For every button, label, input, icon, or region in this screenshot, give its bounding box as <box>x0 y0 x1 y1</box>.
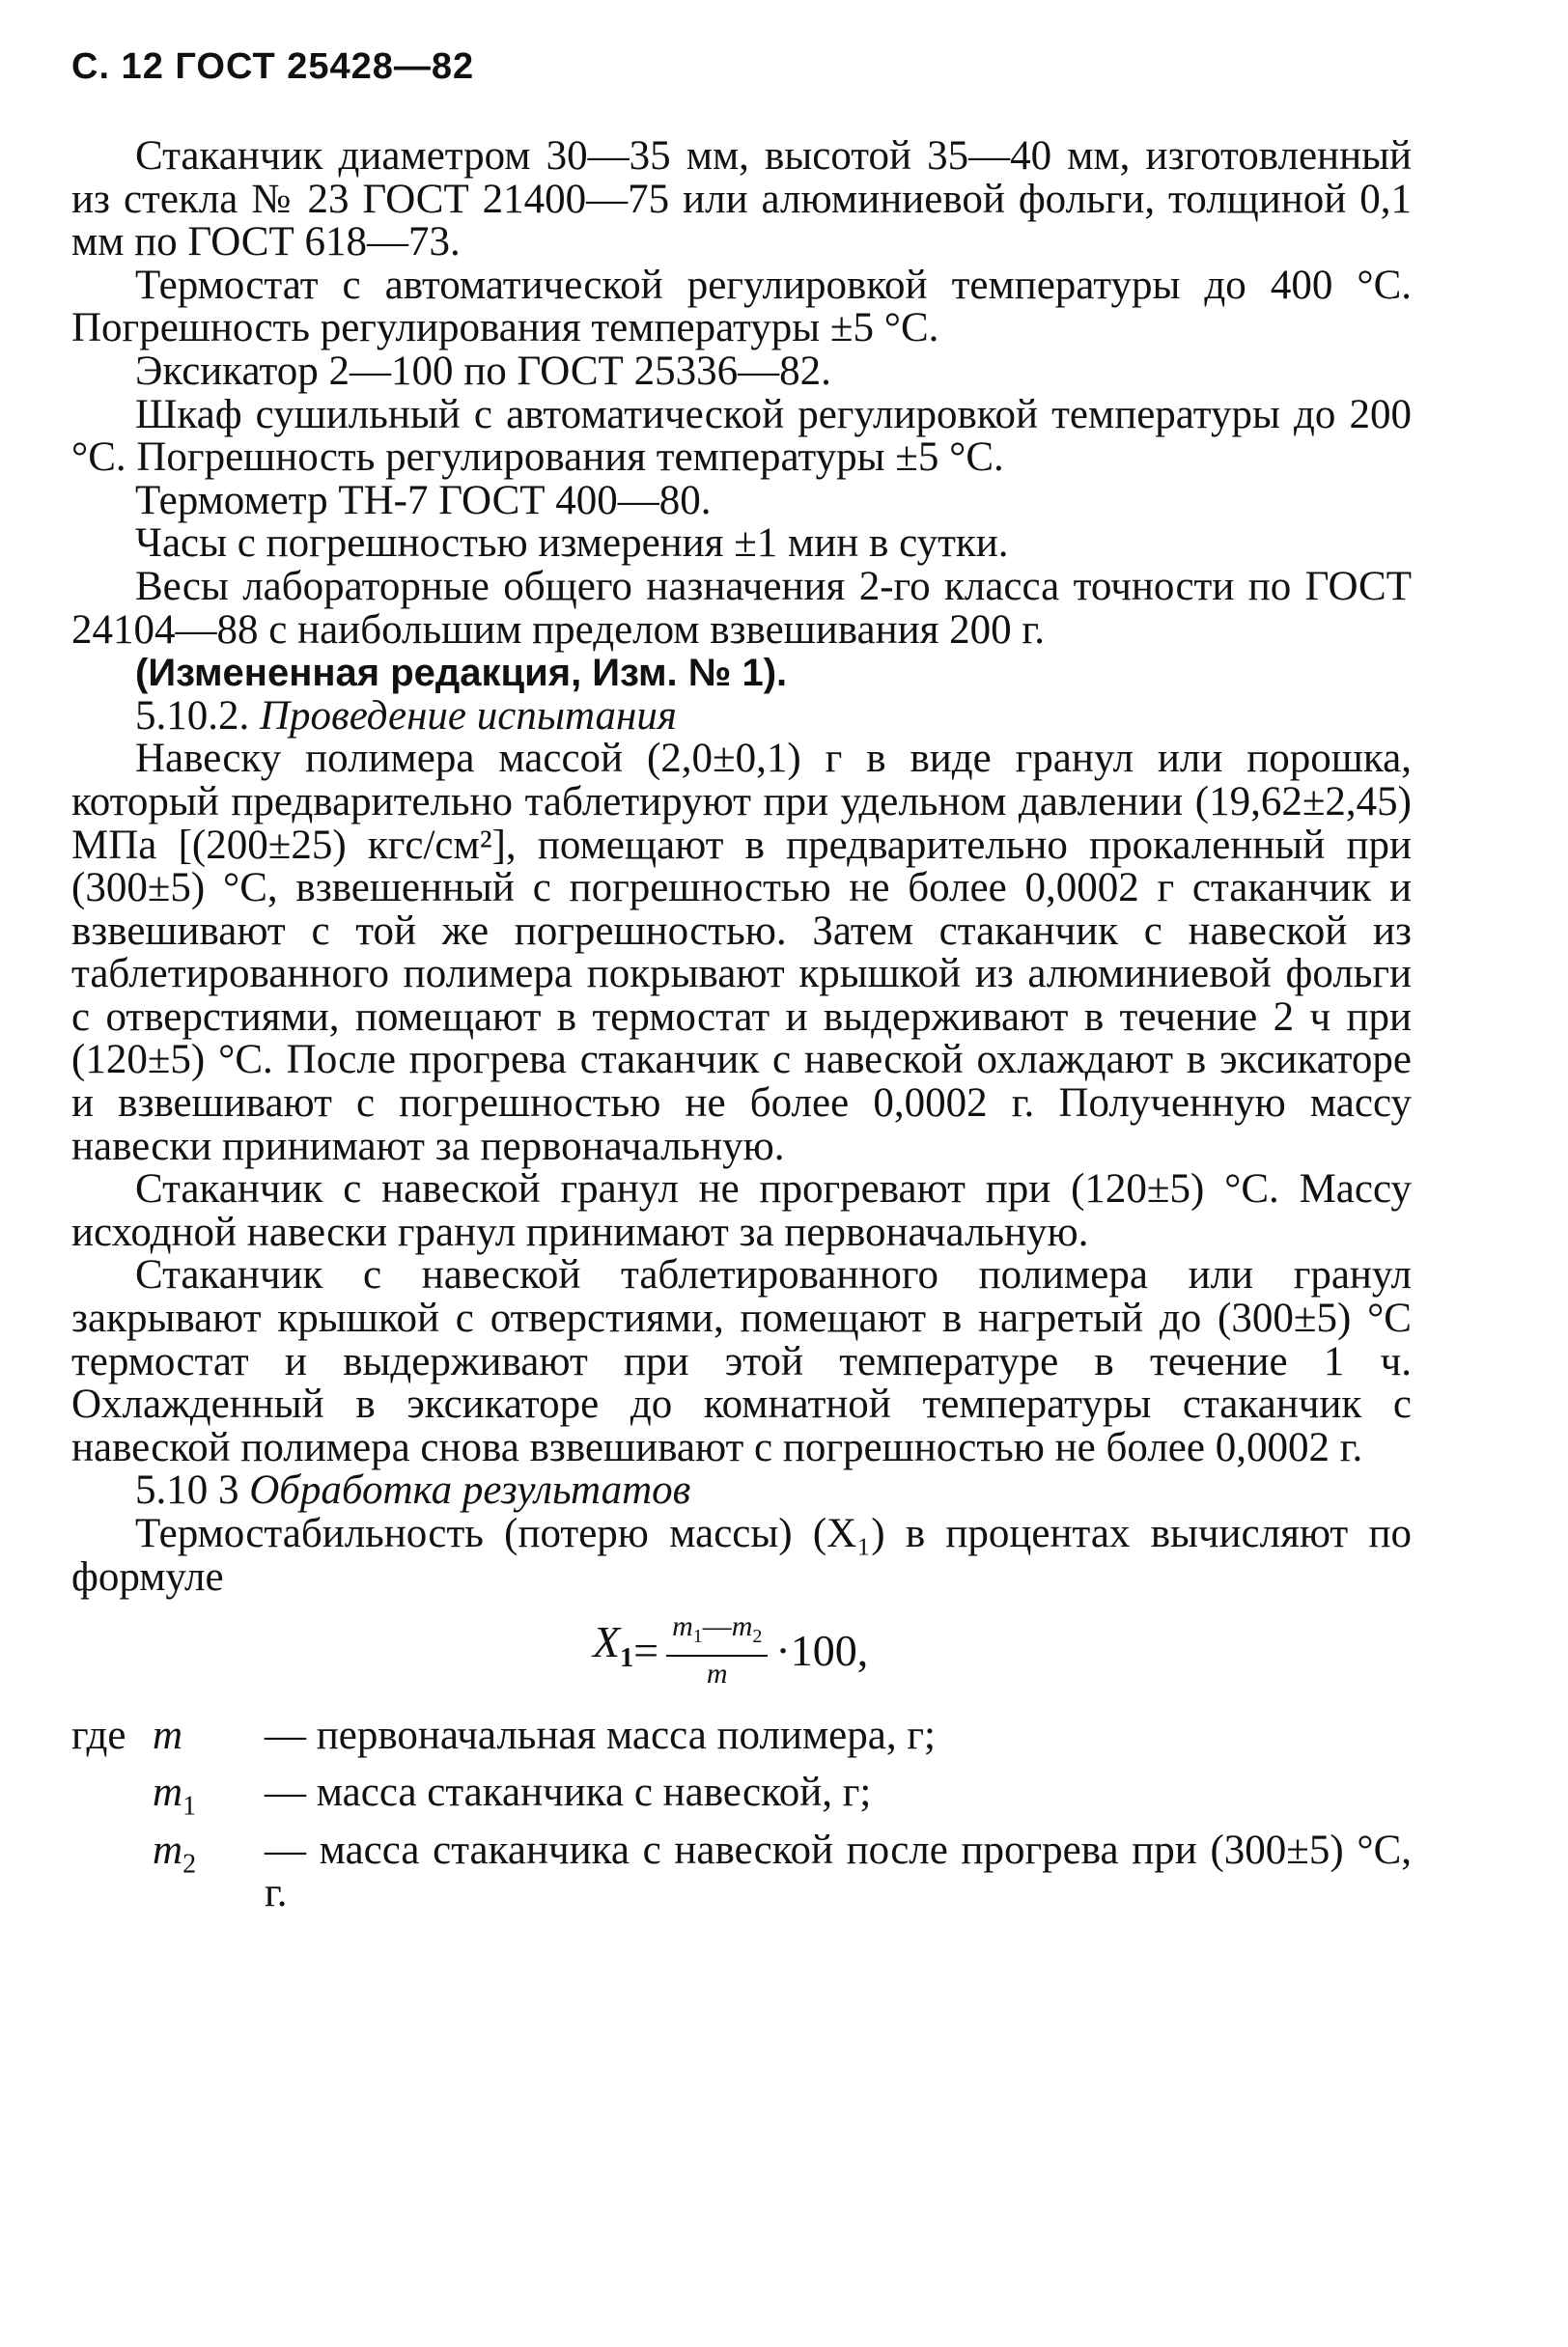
formula-lhs: $X_1$ <box>593 1617 634 1674</box>
section-heading-5-10-2 <box>71 692 1412 739</box>
paragraph-procedure: Навеску полимера массой (2,0±0,1) г в виде гранул или порошка, который предварительно таблетируют при удельном давлении (19,62±2,45) МПа [(200±25) кгс/см²], помещают в предварительно прокаленный при (300±5) °С, взвешенный с погрешностью не более 0,0002 г стаканчик и взвешивают с той же погрешностью. Затем стаканчик с навеской из таблетированного полимера покрывают крышкой из алюминиевой фольги с отверстиями, помещают в термостат и выдерживают в течение 2 ч при (120±5) °С. После прогрева стаканчик с навеской охлаждают в эксикаторе и взвешивают с погрешностью не более 0,0002 г. Полученную массу навески принимают за первоначальную. <box>71 736 1412 1169</box>
formula-fraction <box>666 1610 768 1691</box>
where-row <box>71 1827 1412 1916</box>
formula-tail: ·100, <box>775 1625 869 1675</box>
formula-equals: = <box>633 1625 659 1675</box>
where-prefix: где <box>71 1713 126 1759</box>
section-number: 5.10.2. <box>135 692 250 739</box>
where-symbol: $m_2$ <box>153 1827 197 1880</box>
paragraph-scales: Весы лабораторные общего назначения 2-го класса точности по ГОСТ 24104—88 с наибольшим пределом взвешивания 200 г. <box>71 563 1412 653</box>
document-body <box>71 135 1412 1915</box>
paragraph-formula-intro: Термостабильность (потерю массы) (X₁) в процентах вычисляют по формуле <box>71 1511 1412 1600</box>
where-symbol: m <box>153 1713 183 1759</box>
formula-block <box>71 1599 1412 1715</box>
formula <box>593 1610 868 1691</box>
paragraph-drying-oven: Шкаф сушильный с автоматической регулировкой температуры до 200 °С. Погрешность регулирования температуры ±5 °С. <box>71 391 1412 481</box>
paragraph-desiccator: Эксикатор 2—100 по ГОСТ 25336—82. <box>135 348 831 394</box>
where-row <box>71 1772 1412 1829</box>
paragraph-heating: Стаканчик с навеской таблетированного полимера или гранул закрывают крышкой с отверстиями, помещают в нагретый до (300±5) °С термостат и выдерживают при этой температуре в течение 1 ч. Охлажденный в эксикаторе до комнатной температуры стаканчик с навеской полимера снова взвешивают с погрешностью не более 0,0002 г. <box>71 1252 1412 1470</box>
section-title: Обработка результатов <box>249 1467 691 1514</box>
where-row <box>71 1715 1412 1772</box>
paragraph-clock: Часы с погрешностью измерения ±1 мин в сутки. <box>135 520 1009 567</box>
paragraph-thermostat: Термостат с автоматической регулировкой температуры до 400 °С. Погрешность регулирования температуры ±5 °С. <box>71 262 1412 351</box>
page-header: С. 12 ГОСТ 25428—82 <box>71 46 475 87</box>
section-title: Проведение испытания <box>260 692 677 739</box>
paragraph-granules: Стаканчик с навеской гранул не прогревают при (120±5) °С. Массу исходной навески гранул принимают за первоначальную. <box>71 1166 1412 1255</box>
formula-denominator: m <box>706 1658 728 1690</box>
where-description: — масса стаканчика с навеской, г; <box>265 1770 872 1816</box>
section-heading-5-10-3 <box>71 1469 1412 1513</box>
paragraph-thermometer: Термометр ТН-7 ГОСТ 400—80. <box>135 477 712 523</box>
section-number: 5.10 3 <box>135 1467 239 1514</box>
formula-numerator: $m_1—m_2$ <box>666 1610 768 1657</box>
where-description: — масса стаканчика с навеской после прогрева при (300±5) °С, г. <box>265 1827 1412 1916</box>
where-symbol: $m_1$ <box>153 1770 197 1822</box>
amendment-note: (Измененная редакция, Изм. № 1). <box>135 652 788 695</box>
where-description: — первоначальная масса полимера, г; <box>265 1713 936 1759</box>
paragraph-beaker: Стаканчик диаметром 30—35 мм, высотой 35—40 мм, изготовленный из стекла № 23 ГОСТ 21400—75 или алюминиевой фольги, толщиной 0,1 мм по ГОСТ 618—73. <box>71 133 1412 265</box>
